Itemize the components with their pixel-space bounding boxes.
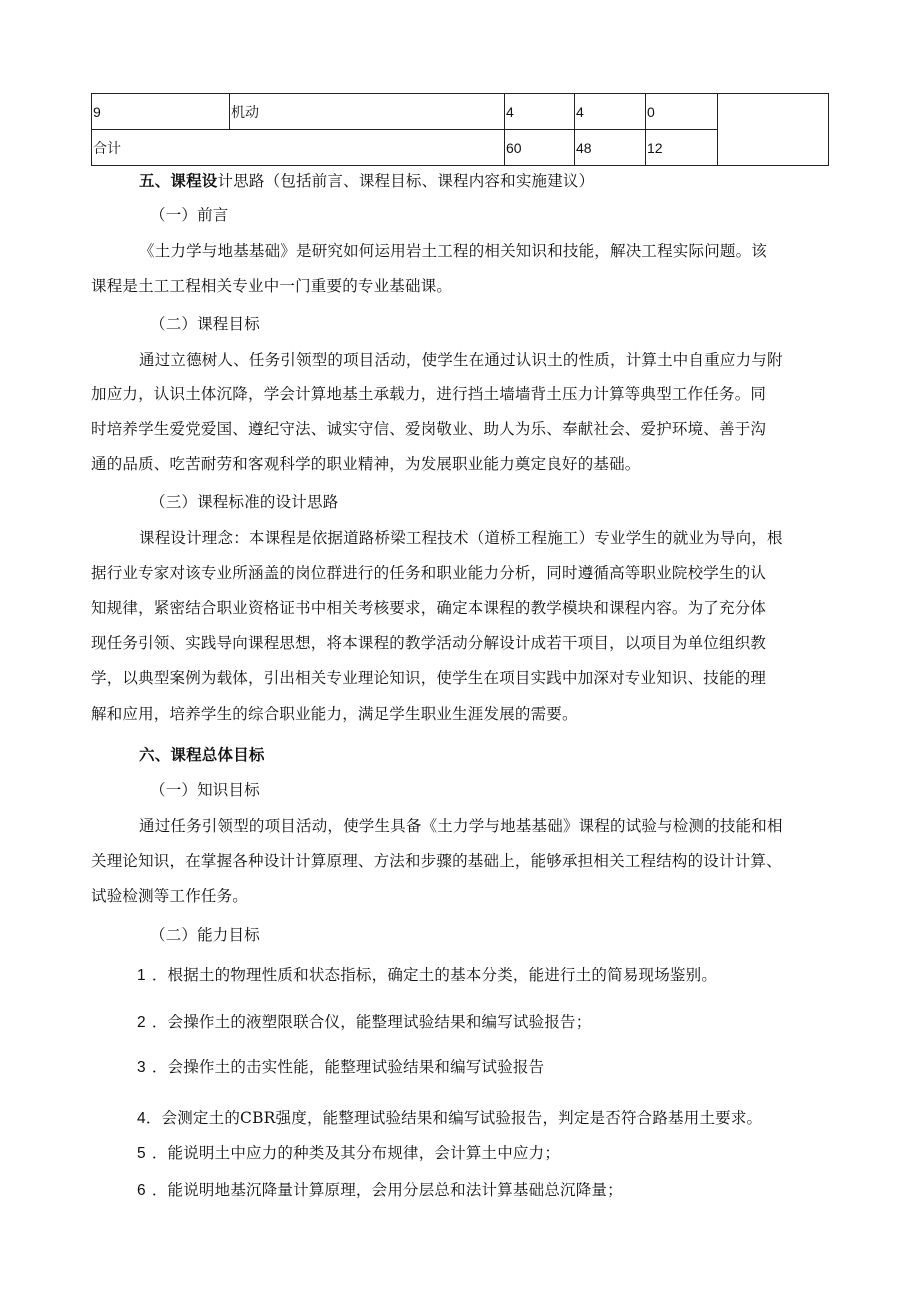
subheading-ability-goals: （二）能力目标: [150, 926, 260, 944]
empty-cell: [718, 94, 829, 166]
practice-hours: 12: [646, 130, 718, 166]
total-label: 合计: [92, 130, 505, 166]
paragraph-line: 试验检测等工作任务。: [91, 887, 249, 905]
total-hours: 4: [505, 94, 575, 130]
section-6-heading: 六、课程总体目标: [139, 745, 265, 764]
subheading-course-goals: （二）课程目标: [150, 315, 260, 333]
list-item: 4．会测定土的CBR强度，能整理试验结果和编写试验报告，判定是否符合路基用土要求。: [137, 1109, 763, 1127]
subheading-preface: （一）前言: [150, 206, 229, 224]
list-number: 2: [137, 1014, 146, 1031]
list-item: 6 ．能说明地基沉降量计算原理，会用分层总和法计算基础总沉降量；: [137, 1181, 623, 1199]
paragraph-line: 课程是土工工程相关专业中一门重要的专业基础课。: [91, 277, 453, 295]
paragraph-line: 知规律，紧密结合职业资格证书中相关考核要求，确定本课程的教学模块和课程内容。为了充分体: [91, 599, 767, 617]
row-name: 机动: [230, 94, 505, 130]
list-item: 2 ．会操作土的液塑限联合仪，能整理试验结果和编写试验报告；: [137, 1013, 592, 1031]
total-hours: 60: [505, 130, 575, 166]
course-hours-table: [91, 93, 829, 166]
paragraph-line: 课程设计理念：本课程是依据道路桥梁工程技术（道桥工程施工）专业学生的就业为导向，根: [139, 529, 783, 547]
paragraph-line: 通过任务引领型的项目活动，使学生具备《土力学与地基基础》课程的试验与检测的技能和相: [139, 817, 783, 835]
practice-hours: 0: [646, 94, 718, 130]
paragraph-line: 时培养学生爱党爱国、遵纪守法、诚实守信、爱岗敬业、助人为乐、奉献社会、爱护环境、善于沟: [91, 420, 767, 438]
list-item: 3 ．会操作土的击实性能，能整理试验结果和编写试验报告: [137, 1058, 545, 1076]
list-number: 5: [137, 1145, 146, 1162]
list-number: 6: [137, 1182, 146, 1199]
list-number: 1: [137, 967, 146, 984]
section-5-heading: 五、课程设计思路（包括前言、课程目标、课程内容和实施建议）: [139, 171, 595, 190]
list-number: 3: [137, 1059, 146, 1076]
paragraph-line: 通过立德树人、任务引领型的项目活动，使学生在通过认识土的性质，计算土中自重应力与附: [139, 351, 783, 369]
row-number: 9: [92, 94, 230, 130]
paragraph-line: 据行业专家对该专业所涵盖的岗位群进行的任务和职业能力分析，同时遵循高等职业院校学生的认: [91, 564, 767, 582]
list-item: 1 ．根据土的物理性质和状态指标，确定土的基本分类，能进行土的简易现场鉴别。: [137, 966, 718, 984]
paragraph-line: 现任务引领、实践导向课程思想，将本课程的教学活动分解设计成若干项目，以项目为单位组织教: [91, 634, 767, 652]
table-row: [92, 94, 829, 130]
paragraph-line: 关理论知识，在掌握各种设计计算原理、方法和步骤的基础上，能够承担相关工程结构的设计计算、: [91, 852, 782, 870]
theory-hours: 4: [575, 94, 646, 130]
subheading-design-approach: （三）课程标准的设计思路: [150, 493, 339, 511]
paragraph-line: 《土力学与地基基础》是研究如何运用岩土工程的相关知识和技能，解决工程实际问题。该: [139, 242, 768, 260]
paragraph-line: 学，以典型案例为载体，引出相关专业理论知识，使学生在项目实践中加深对专业知识、技能的理: [91, 669, 767, 687]
list-number: 4: [137, 1110, 146, 1127]
subheading-knowledge-goals: （一）知识目标: [150, 781, 260, 799]
list-item: 5 ．能说明土中应力的种类及其分布规律，会计算土中应力；: [137, 1144, 561, 1162]
paragraph-line: 加应力，认识土体沉降，学会计算地基土承载力，进行挡土墙墙背土压力计算等典型工作任务。同: [91, 385, 767, 403]
theory-hours: 48: [575, 130, 646, 166]
paragraph-line: 通的品质、吃苦耐劳和客观科学的职业精神，为发展职业能力奠定良好的基础。: [91, 455, 641, 473]
paragraph-line: 解和应用，培养学生的综合职业能力，满足学生职业生涯发展的需要。: [91, 705, 578, 723]
